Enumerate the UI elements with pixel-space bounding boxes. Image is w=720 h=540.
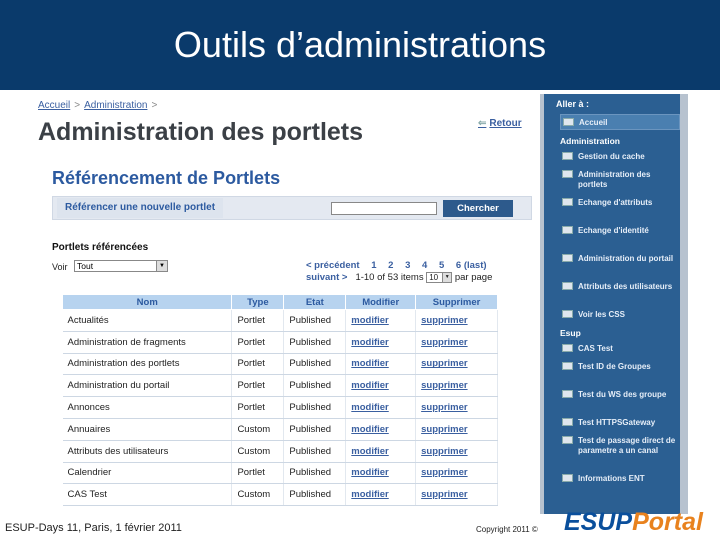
table-row bbox=[63, 375, 498, 397]
table-row bbox=[63, 484, 498, 506]
cell-etat: Published bbox=[284, 310, 346, 332]
filter-value: Tout bbox=[77, 261, 94, 271]
footer-copyright: Copyright 2011 © bbox=[476, 525, 538, 534]
sidebar-section-title: Administration bbox=[560, 136, 620, 146]
pager-prev-link[interactable]: < précédent bbox=[306, 260, 360, 271]
search-input[interactable] bbox=[331, 202, 437, 215]
pager-page-2[interactable]: 2 bbox=[388, 260, 394, 271]
supprimer-link[interactable]: supprimer bbox=[416, 397, 498, 419]
window-icon bbox=[562, 152, 573, 160]
pager-page-last[interactable]: 6 (last) bbox=[455, 260, 487, 271]
cell-type: Custom bbox=[232, 484, 284, 506]
modifier-link[interactable]: modifier bbox=[346, 331, 416, 353]
register-toolbar bbox=[52, 196, 532, 220]
cell-type: Portlet bbox=[232, 375, 284, 397]
cell-etat: Published bbox=[284, 397, 346, 419]
cell-type: Portlet bbox=[232, 353, 284, 375]
sidebar-item-label: Echange d'attributs bbox=[578, 198, 653, 207]
window-icon bbox=[562, 474, 573, 482]
pager-page-4[interactable]: 4 bbox=[422, 260, 428, 271]
table-row bbox=[63, 310, 498, 332]
cell-etat: Published bbox=[284, 484, 346, 506]
sidebar-item[interactable] bbox=[560, 418, 680, 428]
supprimer-link[interactable]: supprimer bbox=[416, 462, 498, 484]
slide-title: Outils d’administrations bbox=[173, 24, 547, 65]
goto-sidebar bbox=[540, 94, 688, 514]
table-row bbox=[63, 440, 498, 462]
window-icon bbox=[562, 344, 573, 352]
logo-esup: ESUP bbox=[564, 508, 633, 536]
breadcrumb-administration[interactable]: Administration bbox=[84, 100, 148, 111]
modifier-link[interactable]: modifier bbox=[346, 418, 416, 440]
sidebar-item-label: Test du WS des groupe bbox=[578, 390, 667, 399]
sidebar-item[interactable] bbox=[560, 390, 680, 410]
sidebar-item[interactable] bbox=[560, 198, 680, 218]
sidebar-item-label: Gestion du cache bbox=[578, 152, 645, 161]
sidebar-item[interactable] bbox=[560, 254, 680, 274]
sidebar-section-title: Esup bbox=[560, 328, 581, 338]
sidebar-item-label: Administration des portlets bbox=[578, 170, 651, 189]
window-icon bbox=[562, 170, 573, 178]
sidebar-item-label: Test HTTPSGateway bbox=[578, 418, 656, 427]
chevron-down-icon: ▼ bbox=[156, 261, 167, 271]
cell-etat: Published bbox=[284, 462, 346, 484]
supprimer-link[interactable]: supprimer bbox=[416, 484, 498, 506]
cell-nom: Administration des portlets bbox=[63, 353, 232, 375]
window-icon bbox=[562, 254, 573, 262]
cell-etat: Published bbox=[284, 353, 346, 375]
logo-portal: Portal bbox=[632, 508, 703, 536]
cell-type: Portlet bbox=[232, 397, 284, 419]
back-arrow-icon: ⇐ bbox=[478, 118, 487, 129]
cell-type: Portlet bbox=[232, 310, 284, 332]
modifier-link[interactable]: modifier bbox=[346, 375, 416, 397]
back-link[interactable] bbox=[478, 118, 522, 129]
sidebar-item-label: Voir les CSS bbox=[578, 310, 625, 319]
pager-pages bbox=[306, 260, 496, 271]
search-button[interactable]: Chercher bbox=[443, 200, 513, 217]
cell-etat: Published bbox=[284, 375, 346, 397]
pager-range: 1-10 of 53 items bbox=[355, 272, 424, 284]
cell-nom: Attributs des utilisateurs bbox=[63, 440, 232, 462]
supprimer-link[interactable]: supprimer bbox=[416, 375, 498, 397]
window-icon bbox=[562, 310, 573, 318]
window-icon bbox=[562, 390, 573, 398]
back-link-label: Retour bbox=[489, 118, 522, 129]
supprimer-link[interactable]: supprimer bbox=[416, 310, 498, 332]
cell-type: Custom bbox=[232, 440, 284, 462]
footer-event: ESUP-Days 11, Paris, 1 février 2011 bbox=[5, 522, 182, 534]
window-icon bbox=[562, 198, 573, 206]
pager-page-5[interactable]: 5 bbox=[438, 260, 445, 271]
table-row bbox=[63, 331, 498, 353]
sidebar-item[interactable] bbox=[560, 344, 680, 354]
column-header-nom[interactable]: Nom bbox=[63, 295, 232, 310]
cell-type: Portlet bbox=[232, 462, 284, 484]
breadcrumb-separator: > bbox=[151, 100, 158, 111]
cell-nom: CAS Test bbox=[63, 484, 232, 506]
supprimer-link[interactable]: supprimer bbox=[416, 440, 498, 462]
window-icon bbox=[562, 282, 573, 290]
table-row bbox=[63, 462, 498, 484]
table-row bbox=[63, 418, 498, 440]
sidebar-item-label: Accueil bbox=[579, 118, 608, 127]
pager-info bbox=[306, 272, 492, 283]
chevron-down-icon: ▼ bbox=[442, 273, 451, 282]
column-header-modifier: Modifier bbox=[346, 295, 416, 310]
sidebar-item-label: Attributs des utilisateurs bbox=[578, 282, 673, 291]
modifier-link[interactable]: modifier bbox=[346, 484, 416, 506]
cell-nom: Calendrier bbox=[63, 462, 232, 484]
cell-etat: Published bbox=[284, 440, 346, 462]
sidebar-item[interactable] bbox=[560, 282, 680, 302]
modifier-link[interactable]: modifier bbox=[346, 462, 416, 484]
sidebar-item-label: Administration du portail bbox=[578, 254, 674, 263]
sidebar-item-label: Informations ENT bbox=[578, 474, 645, 483]
sidebar-item[interactable] bbox=[560, 152, 680, 162]
window-icon bbox=[562, 418, 573, 426]
sidebar-item[interactable] bbox=[560, 226, 680, 246]
section-title: Référencement de Portlets bbox=[52, 168, 281, 188]
sidebar-item[interactable] bbox=[560, 436, 680, 466]
table-row bbox=[63, 353, 498, 375]
register-portlet-button[interactable]: Référencer une nouvelle portlet bbox=[57, 198, 223, 218]
pager-next-link[interactable]: suivant > bbox=[306, 272, 348, 284]
sidebar-item-label: Test ID de Groupes bbox=[578, 362, 651, 371]
table-row bbox=[63, 397, 498, 419]
sidebar-item[interactable] bbox=[560, 310, 680, 320]
window-icon bbox=[563, 118, 574, 126]
pager-page-1[interactable]: 1 bbox=[371, 260, 377, 271]
column-header-supprimer: Supprimer bbox=[416, 295, 498, 310]
per-page-label: par page bbox=[454, 272, 493, 284]
modifier-link[interactable]: modifier bbox=[346, 353, 416, 375]
modifier-link[interactable]: modifier bbox=[346, 440, 416, 462]
sidebar-item[interactable] bbox=[560, 114, 680, 130]
breadcrumb-separator: > bbox=[74, 100, 81, 111]
cell-nom: Actualités bbox=[63, 310, 232, 332]
column-header-etat[interactable]: Etat bbox=[284, 295, 346, 310]
per-page-value: 10 bbox=[429, 273, 439, 282]
window-icon bbox=[562, 226, 573, 234]
goto-heading: Aller à : bbox=[556, 99, 590, 109]
page-title: Administration des portlets bbox=[38, 118, 364, 146]
supprimer-link[interactable]: supprimer bbox=[416, 353, 498, 375]
cell-type: Custom bbox=[232, 418, 284, 440]
per-page-select[interactable] bbox=[426, 272, 452, 283]
cell-nom: Administration de fragments bbox=[63, 331, 232, 353]
cell-nom: Annuaires bbox=[63, 418, 232, 440]
goto-menu bbox=[544, 94, 680, 514]
column-header-type[interactable]: Type bbox=[232, 295, 284, 310]
cell-etat: Published bbox=[284, 331, 346, 353]
list-title: Portlets référencées bbox=[52, 242, 149, 253]
sidebar-item-label: Test de passage direct de parametre a un canal bbox=[578, 436, 676, 455]
sidebar-item-label: Echange d'identité bbox=[578, 226, 649, 235]
screenshot-panel bbox=[28, 92, 688, 514]
breadcrumb bbox=[38, 100, 161, 111]
filter-select[interactable] bbox=[74, 260, 168, 272]
breadcrumb-accueil[interactable]: Accueil bbox=[38, 100, 71, 111]
sidebar-item[interactable] bbox=[560, 362, 680, 382]
supprimer-link[interactable]: supprimer bbox=[416, 331, 498, 353]
window-icon bbox=[562, 362, 573, 370]
sidebar-item[interactable] bbox=[560, 170, 680, 190]
sidebar-item[interactable] bbox=[560, 474, 680, 484]
filter-label: Voir bbox=[52, 262, 68, 272]
modifier-link[interactable]: modifier bbox=[346, 310, 416, 332]
portlets-table bbox=[62, 294, 498, 506]
esup-portal-logo bbox=[564, 508, 703, 537]
supprimer-link[interactable]: supprimer bbox=[416, 418, 498, 440]
window-icon bbox=[562, 436, 573, 444]
cell-nom: Administration du portail bbox=[63, 375, 232, 397]
pager-page-3[interactable]: 3 bbox=[405, 260, 411, 271]
modifier-link[interactable]: modifier bbox=[346, 397, 416, 419]
cell-type: Portlet bbox=[232, 331, 284, 353]
sidebar-item-label: CAS Test bbox=[578, 344, 613, 353]
cell-nom: Annonces bbox=[63, 397, 232, 419]
cell-etat: Published bbox=[284, 418, 346, 440]
